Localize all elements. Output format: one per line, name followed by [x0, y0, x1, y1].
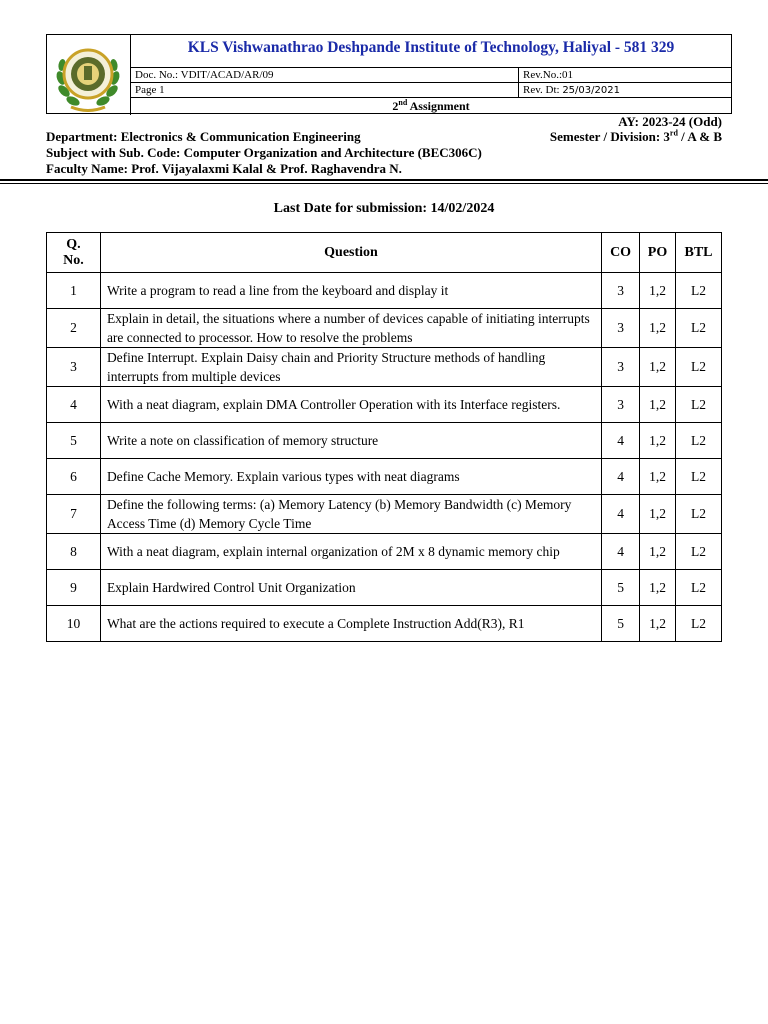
btl-cell: L2 [676, 423, 722, 459]
table-row [47, 459, 722, 495]
btl-cell: L2 [676, 534, 722, 570]
institute-title: KLS Vishwanathrao Deshpande Institute of Technology, Haliyal - 581 329 [131, 35, 731, 68]
btl-cell: L2 [676, 606, 722, 642]
faculty: Faculty Name: Prof. Vijayalaxmi Kalal & Prof. Raghavendra N. [46, 161, 402, 176]
table-row [47, 273, 722, 309]
revision-date-label: Rev. Dt: [523, 84, 563, 96]
table-row [47, 570, 722, 606]
doc-number: Doc. No.: VDIT/ACAD/AR/09 [131, 68, 519, 82]
co-cell: 5 [602, 570, 640, 606]
table-row [47, 348, 722, 387]
assignment-ordinal: 2 [392, 99, 399, 113]
header-btl: BTL [676, 233, 722, 273]
btl-cell: L2 [676, 273, 722, 309]
table-header-row [47, 233, 722, 273]
co-cell: 5 [602, 606, 640, 642]
header-qno-line2: No. [63, 252, 84, 268]
po-cell: 1,2 [640, 495, 676, 534]
po-cell: 1,2 [640, 534, 676, 570]
header-question: Question [100, 233, 601, 273]
assignment-sup: nd [398, 98, 408, 107]
co-cell: 3 [602, 309, 640, 348]
logo-cell [47, 35, 131, 115]
co-cell: 4 [602, 534, 640, 570]
co-cell: 3 [602, 273, 640, 309]
academic-year: AY: 2023-24 (Odd) [618, 114, 722, 129]
page-row [131, 83, 731, 98]
question-cell: What are the actions required to execute a Complete Instruction Add(R3), R1 [100, 606, 601, 642]
btl-cell: L2 [676, 459, 722, 495]
header-qno [47, 233, 101, 273]
assignment-title [131, 98, 731, 114]
last-date: Last Date for submission: 14/02/2024 [273, 201, 495, 216]
co-cell: 4 [602, 459, 640, 495]
semester-division [550, 129, 722, 145]
question-cell: Define Cache Memory. Explain various types with neat diagrams [100, 459, 601, 495]
table-row [47, 534, 722, 570]
table-row [47, 309, 722, 348]
po-cell: 1,2 [640, 570, 676, 606]
btl-cell: L2 [676, 309, 722, 348]
question-cell: With a neat diagram, explain DMA Controller Operation with its Interface registers. [100, 387, 601, 423]
co-cell: 3 [602, 387, 640, 423]
institute-logo-icon [51, 38, 125, 112]
revision-date [519, 83, 731, 97]
co-cell: 3 [602, 348, 640, 387]
po-cell: 1,2 [640, 423, 676, 459]
btl-cell: L2 [676, 387, 722, 423]
qno-cell: 3 [47, 348, 101, 387]
qno-cell: 7 [47, 495, 101, 534]
assignment-label: Assignment [407, 99, 470, 113]
semester-suffix: / A & B [677, 129, 722, 144]
qno-cell: 6 [47, 459, 101, 495]
question-cell: With a neat diagram, explain internal organization of 2M x 8 dynamic memory chip [100, 534, 601, 570]
qno-cell: 1 [47, 273, 101, 309]
divider-thin [0, 183, 768, 184]
po-cell: 1,2 [640, 387, 676, 423]
po-cell: 1,2 [640, 606, 676, 642]
co-cell: 4 [602, 423, 640, 459]
page-number: Page 1 [131, 83, 519, 97]
department: Department: Electronics & Communication Engineering [46, 129, 361, 144]
divider-thick [0, 179, 768, 181]
table-row [47, 423, 722, 459]
co-cell: 4 [602, 495, 640, 534]
qno-cell: 4 [47, 387, 101, 423]
document-header [46, 34, 732, 114]
revision-date-value: 25/03/2021 [562, 85, 620, 96]
btl-cell: L2 [676, 495, 722, 534]
question-cell: Write a program to read a line from the keyboard and display it [100, 273, 601, 309]
semester-sup: rd [669, 128, 678, 138]
qno-cell: 2 [47, 309, 101, 348]
po-cell: 1,2 [640, 309, 676, 348]
question-cell: Define the following terms: (a) Memory Latency (b) Memory Bandwidth (c) Memory Access Time (d) Memory Cycle Time [100, 495, 601, 534]
header-po: PO [640, 233, 676, 273]
questions-table [46, 232, 722, 642]
subject: Subject with Sub. Code: Computer Organization and Architecture (BEC306C) [46, 145, 482, 160]
question-cell: Define Interrupt. Explain Daisy chain and Priority Structure methods of handling interrupts from multiple devices [100, 348, 601, 387]
btl-cell: L2 [676, 570, 722, 606]
qno-cell: 8 [47, 534, 101, 570]
btl-cell: L2 [676, 348, 722, 387]
semester-prefix: Semester / Division: 3 [549, 129, 670, 144]
table-row [47, 495, 722, 534]
po-cell: 1,2 [640, 273, 676, 309]
qno-cell: 10 [47, 606, 101, 642]
header-qno-line1: Q. [66, 236, 81, 252]
question-cell: Write a note on classification of memory structure [100, 423, 601, 459]
question-cell: Explain Hardwired Control Unit Organization [100, 570, 601, 606]
question-cell: Explain in detail, the situations where a number of devices capable of initiating interrupts are connected to processor. How to resolve the problems [100, 309, 601, 348]
qno-cell: 9 [47, 570, 101, 606]
revision-number: Rev.No.:01 [523, 69, 574, 81]
doc-row [131, 68, 731, 83]
qno-cell: 5 [47, 423, 101, 459]
table-row [47, 606, 722, 642]
table-row [47, 387, 722, 423]
header-co: CO [602, 233, 640, 273]
po-cell: 1,2 [640, 459, 676, 495]
po-cell: 1,2 [640, 348, 676, 387]
